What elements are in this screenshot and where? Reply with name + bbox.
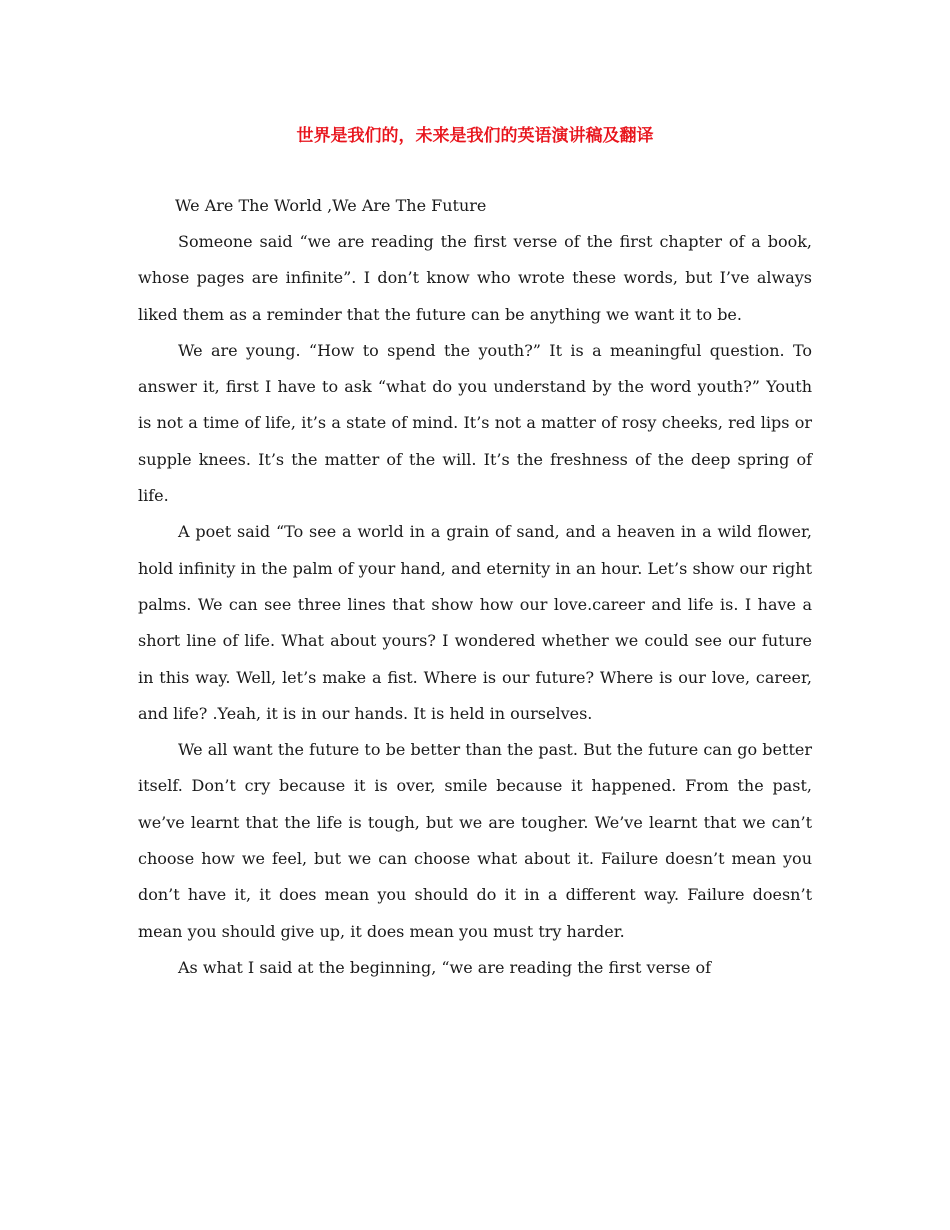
document-title: 世界是我们的，未来是我们的英语演讲稿及翻译 xyxy=(296,126,654,146)
speech-subtitle: We Are The World ,We Are The Future xyxy=(175,196,487,215)
paragraph-3: A poet said “To see a world in a grain of sand, and a heaven in a wild flower, hold infinity in the palm of your hand, and eternity in an hour. Let’s show our right palms. We can see three lines that show how our love.career and life is. I have a short line of life. What about yours? I wondered whether we could see our future in this way. Well, let’s make a fist. Where is our future? Where is our love, career, and life? .Yeah, it is in our hands. It is held in ourselves. xyxy=(138,522,812,723)
paragraph-5: As what I said at the beginning, “we are reading the first verse of xyxy=(178,957,711,977)
document-body xyxy=(138,188,812,986)
paragraph-1: Someone said “we are reading the first verse of the first chapter of a book, whose pages are infinite”. I don’t know who wrote these words, but I’ve always liked them as a reminder that the future can be anything we want it to be. xyxy=(138,232,812,324)
paragraph-2: We are young. “How to spend the youth?” It is a meaningful question. To answer it, first I have to ask “what do you understand by the word youth?” Youth is not a time of life, it’s a state of mind. It’s not a matter of rosy cheeks, red lips or supple knees. It’s the matter of the will. It’s the freshness of the deep spring of life. xyxy=(138,340,812,506)
paragraph-4: We all want the future to be better than the past. But the future can go better itself. Don’t cry because it is over, smile because it happened. From the past, we’ve learnt that the life is tough, but we are tougher. We’ve learnt that we can’t choose how we feel, but we can choose what about it. Failure doesn’t mean you don’t have it, it does mean you should do it in a different way. Failure doesn’t mean you should give up, it does mean you must try harder. xyxy=(138,740,812,941)
